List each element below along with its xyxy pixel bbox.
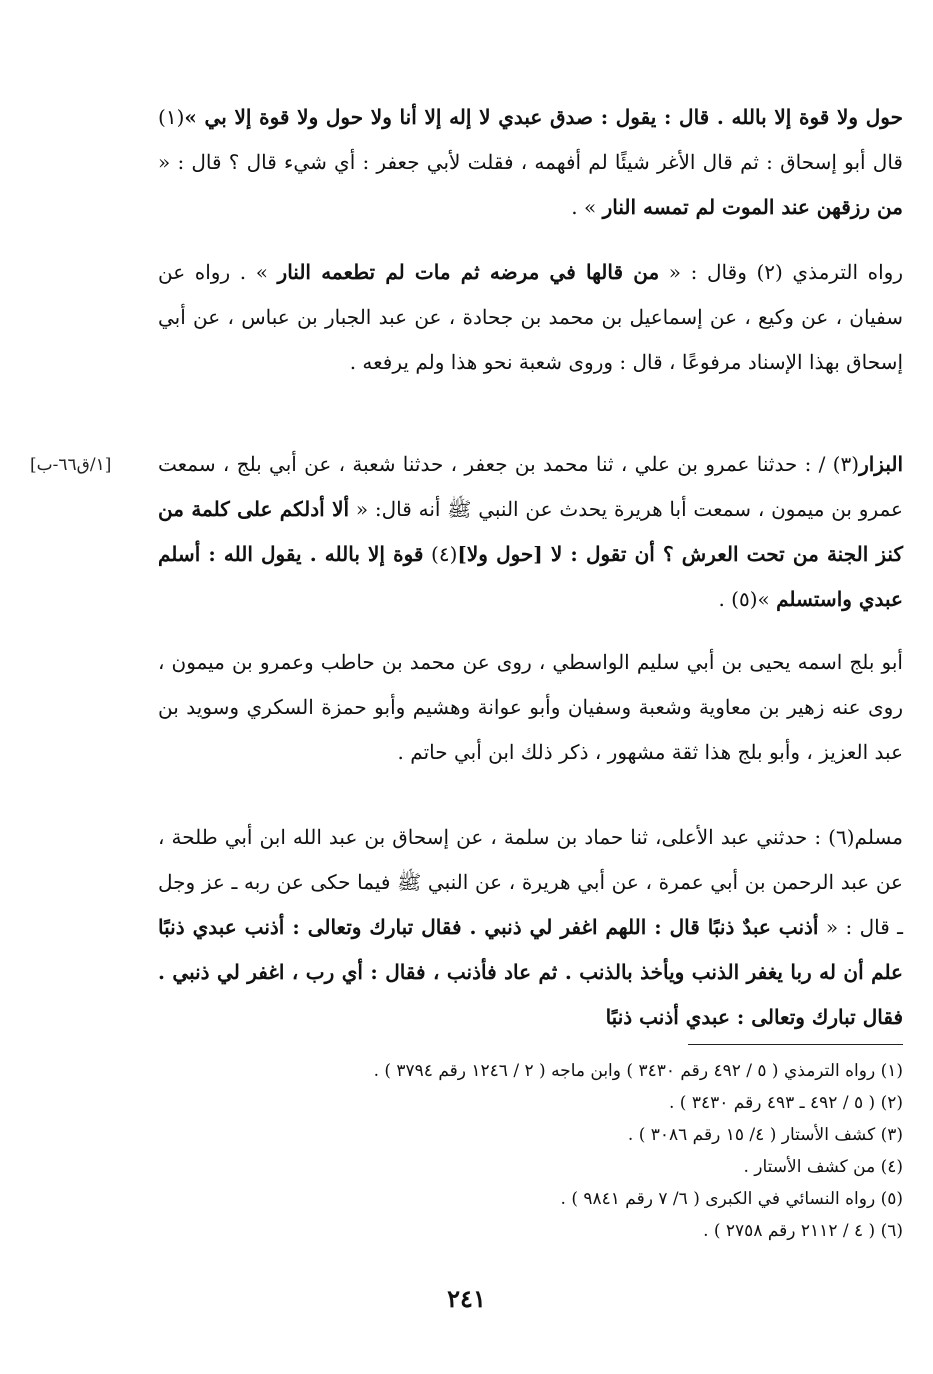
narration-text: (١) قال أبو إسحاق : ثم قال الأغر شيئًا لم أفهمه ، فقلت لأبي جعفر : أي شيء قال ؟ قال : « [158,105,903,174]
footnote-4: (٤) من كشف الأستار . [743,1157,903,1177]
hadith-text: من رزقهن عند الموت لم تمسه النار [602,195,903,219]
footnotes [158,1055,903,1247]
hadith-text: ألا أدلكم على كلمة من كنز الجنة من تحت العرش ؟ أن تقول : لا [حول ولا] [158,497,903,566]
paragraph-2 [158,250,903,385]
narration-text: (٤) [423,542,458,566]
footnote-separator [688,1044,903,1045]
paragraph-4 [158,640,903,775]
hadith-text: قوة إلا بالله . يقول الله : أسلم عبدي واستسلم [158,542,903,611]
narration-text: مسلم(٦) : حدثني عبد الأعلى، ثنا حماد بن سلمة ، عن إسحاق بن عبد الله ابن أبي طلحة ، عن عبد الرحمن بن أبي عمرة ، عن أبي هريرة ، عن النبي ﷺ فيما حكى عن ربه ـ عز وجل ـ قال : « [158,825,903,939]
footnote-6: (٦) ( ٤ / ٢١١٢ رقم ٢٧٥٨ ) . [703,1221,903,1241]
hadith-text: حول ولا قوة إلا بالله . قال : يقول : صدق عبدي لا إله إلا أنا ولا حول ولا قوة إلا بي » [184,105,903,129]
narration-text: رواه الترمذي (٢) وقال : « [659,260,903,284]
manuscript-folio-marker: [١/ق٦٦-ب] [30,455,112,475]
source-name: البزار [859,452,903,476]
narration-text: »(٥) . [718,587,777,611]
page-number: ٢٤١ [447,1284,486,1313]
paragraph-5 [158,815,903,1040]
footnote-1: (١) رواه الترمذي ( ٥ / ٤٩٢ رقم ٣٤٣٠ ) وابن ماجه ( ٢ / ١٢٤٦ رقم ٣٧٩٤ ) . [373,1061,903,1081]
narrator-note: أبو بلج اسمه يحيى بن أبي سليم الواسطي ، روى عن محمد بن حاطب وعمرو بن ميمون ، روى عنه زهير بن معاوية وشعبة وسفيان وأبو عوانة وهشيم وأبو حمزة السكري وسويد بن عبد العزيز ، وأبو بلج هذا ثقة مشهور ، ذكر ذلك ابن أبي حاتم . [158,650,903,764]
footnote-3: (٣) كشف الأستار ( ٤/ ١٥ رقم ٣٠٨٦ ) . [627,1125,903,1145]
footnote-5: (٥) رواه النسائي في الكبرى ( ٦/ ٧ رقم ٩٨٤١ ) . [560,1189,903,1209]
narration-text: » . رواه عن سفيان ، عن وكيع ، عن إسماعيل بن محمد بن جحادة ، عن عبد الجبار بن عباس ، عن أبي إسحاق بهذا الإسناد مرفوعًا ، قال : وروى شعبة نحو هذا ولم يرفعه . [158,260,903,374]
hadith-text: أذنب عبدٌ ذنبًا قال : اللهم اغفر لي ذنبي . فقال تبارك وتعالى : أذنب عبدي ذنبًا علم أن له ربا يغفر الذنب ويأخذ بالذنب . ثم عاد فأذنب ، فقال : أي رب ، اغفر لي ذنبي . فقال تبارك وتعالى : عبدي أذنب ذنبًا [158,915,903,1029]
footnote-2: (٢) ( ٥ / ٤٩٢ ـ ٤٩٣ رقم ٣٤٣٠ ) . [669,1093,903,1113]
narration-text: » . [571,195,603,219]
narration-text: (٣) / : حدثنا عمرو بن علي ، ثنا محمد بن جعفر ، حدثنا شعبة ، عن أبي بلج ، سمعت عمرو بن ميمون ، سمعت أبا هريرة يحدث عن النبي ﷺ أنه قال: « [158,452,903,521]
hadith-text: من قالها في مرضه ثم مات لم تطعمه النار [277,260,660,284]
paragraph-3 [158,442,903,622]
paragraph-1 [158,95,903,230]
